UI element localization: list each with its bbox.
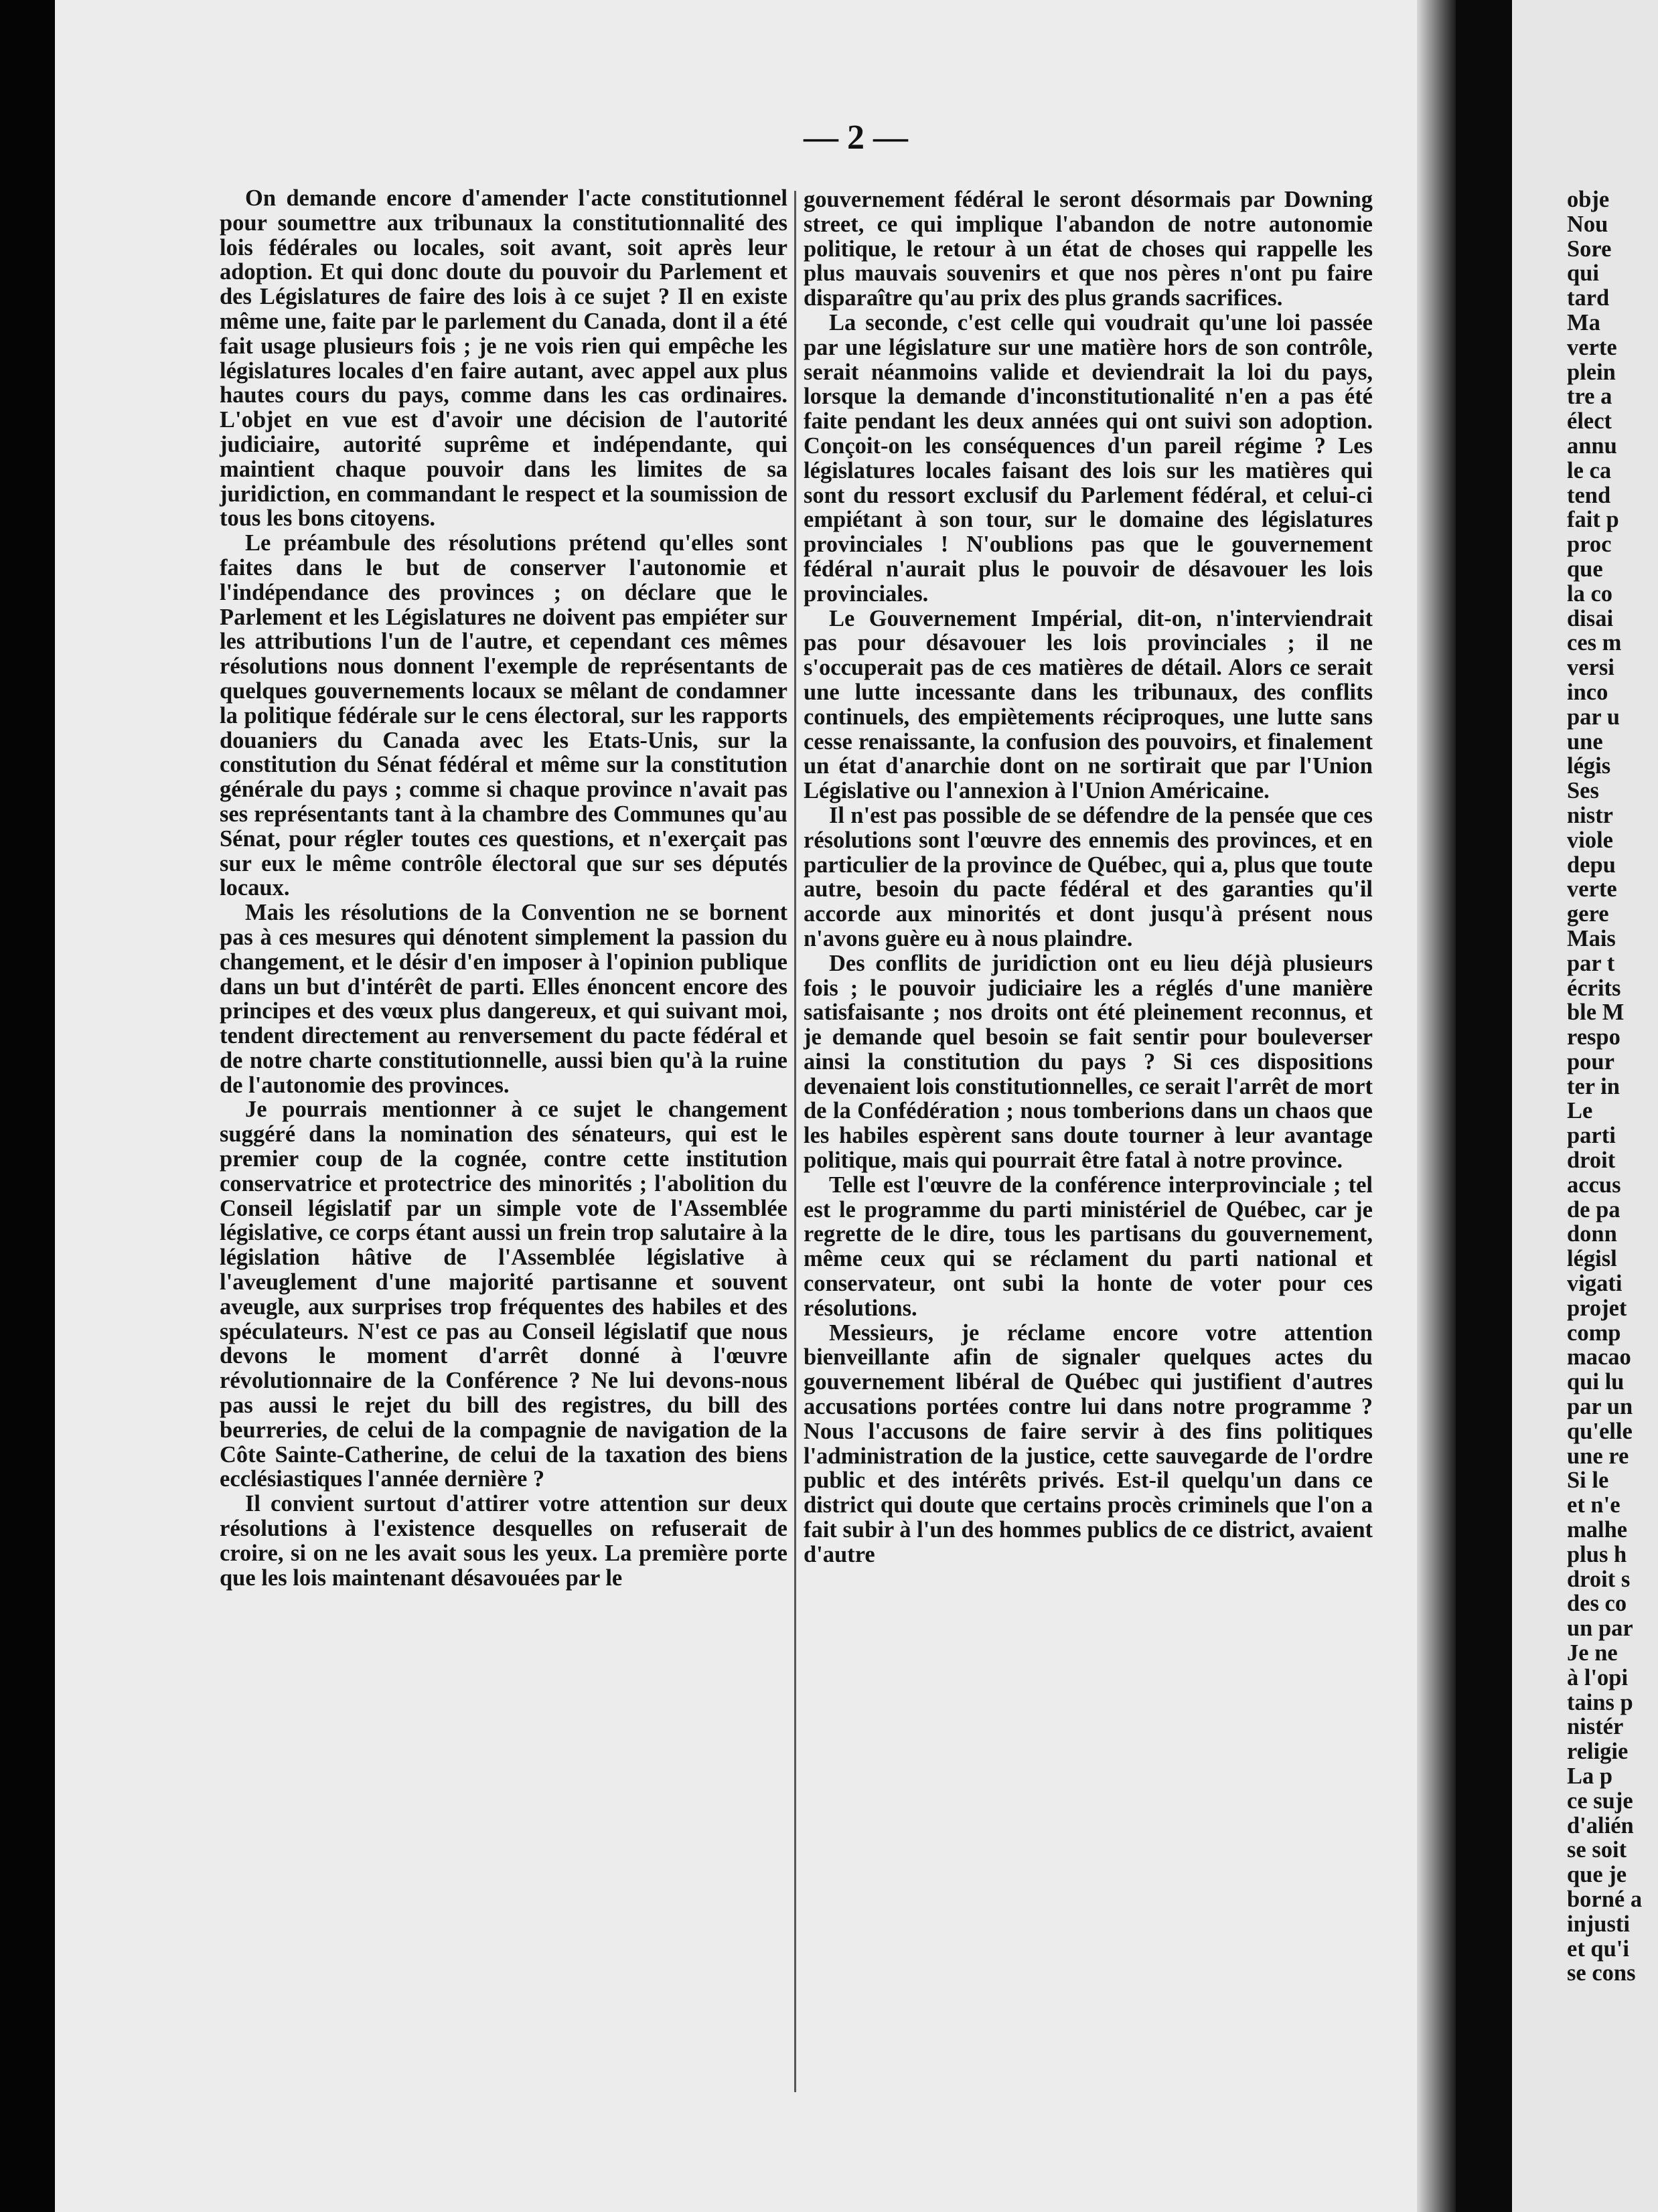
- adjacent-line-fragment: donn: [1567, 1221, 1617, 1247]
- paragraph: Telle est l'œuvre de la conférence interprovinciale ; tel est le programme du parti ministériel de Québec, car je regrette de le dire, tous les partisans du gouvernement, même ceux qui se réclament du parti national et conservateur, ont subi la honte de voter pour ces résolutions.: [804, 1172, 1373, 1321]
- paragraph: Mais les résolutions de la Convention ne se bornent pas à ces mesures qui dénotent simplement la passion du changement, et le désir d'en imposer à l'opinion publique dans un but d'intérêt de parti. Elles énoncent encore des principes et des vœux plus dangereux, et qui suivant moi, tendent directement au renversement du pacte fédéral et de notre charte constitutionnelle, aussi bien qu'à la ruine de l'autonomie des provinces.: [220, 900, 787, 1098]
- page-number: — 2 —: [804, 118, 908, 157]
- adjacent-line-fragment: verte: [1567, 334, 1617, 360]
- adjacent-line-fragment: tend: [1567, 482, 1611, 508]
- adjacent-line-fragment: inco: [1567, 679, 1608, 705]
- adjacent-line-fragment: Mais: [1567, 925, 1616, 951]
- paragraph: La seconde, c'est celle qui voudrait qu'une loi passée par une législature sur une matière hors de son contrôle, serait néanmoins valide et deviendrait la loi du pays, lorsque la demande d'inconstitutionalité n'en a pas été faite pendant les deux années qui ont suivi son adoption. Conçoit-on les conséquences d'un pareil régime ? Les législatures locales faisant des lois sur les matières qui sont du ressort exclusif du Parlement fédéral, et celui-ci empiétant à son tour, sur le domaine des législatures provinciales ! N'oublions pas que le gouvernement fédéral n'aurait plus le pouvoir de désavouer les lois provinciales.: [804, 309, 1373, 607]
- adjacent-line-fragment: légis: [1567, 753, 1611, 779]
- column-divider: [794, 191, 796, 2092]
- adjacent-line-fragment: tains p: [1567, 1689, 1633, 1715]
- adjacent-line-fragment: Je ne: [1567, 1640, 1618, 1666]
- adjacent-line-fragment: plus h: [1567, 1541, 1627, 1567]
- paragraph: Des conflits de juridiction ont eu lieu déjà plusieurs fois ; le pouvoir judiciaire les a réglés d'une manière satisfaisante ; nos droits ont été pleinement reconnus, et je demande quel besoin se fait sentir pour bouleverser ainsi la constitution du pays ? Si ces dispositions devenaient lois constitutionnelles, ce serait l'arrêt de mort de la Confédération ; nous tomberions dans un chaos que les habiles espèrent sans doute tourner à leur avantage politique, mais qui pourrait être fatal à notre province.: [804, 950, 1373, 1174]
- paragraph: Il convient surtout d'attirer votre attention sur deux résolutions à l'existence desquelles on refuserait de croire, si on ne les avait sous les yeux. La première porte que les lois maintenant désavouées par le: [220, 1491, 787, 1591]
- right-text-column: [804, 187, 1373, 1567]
- adjacent-line-fragment: la co: [1567, 580, 1613, 607]
- paragraph: Il n'est pas possible de se défendre de la pensée que ces résolutions sont l'œuvre des ennemis des provinces, et en particulier de la province de Québec, qui a, plus que toute autre, besoin du pacte fédéral et des garanties qu'il accorde aux minorités et dont jusqu'à présent nous n'avons guère eu à nous plaindre.: [804, 802, 1373, 951]
- adjacent-line-fragment: ter in: [1567, 1073, 1620, 1099]
- adjacent-line-fragment: Si le: [1567, 1468, 1609, 1494]
- adjacent-line-fragment: Nou: [1567, 211, 1608, 237]
- adjacent-line-fragment: annu: [1567, 432, 1617, 459]
- adjacent-line-fragment: que je: [1567, 1862, 1627, 1888]
- paragraph: Le Gouvernement Impérial, dit-on, n'interviendrait pas pour désavouer les lois provinciales ; il ne s'occuperait pas de ces matières de détail. Alors ce serait une lutte incessante dans les tribunaux, des conflits continuels, des empiètements réciproques, une lutte sans cesse renaissante, la confusion des pouvoirs, et finalement un état d'anarchie dont on ne sortirait que par l'Union Législative ou l'annexion à l'Union Américaine.: [804, 605, 1373, 804]
- adjacent-line-fragment: tre a: [1567, 384, 1612, 410]
- adjacent-line-fragment: verte: [1567, 876, 1617, 902]
- adjacent-line-fragment: par t: [1567, 950, 1615, 976]
- adjacent-line-fragment: obje: [1567, 187, 1610, 212]
- adjacent-line-fragment: une: [1567, 728, 1603, 755]
- adjacent-line-fragment: qu'elle: [1567, 1418, 1633, 1444]
- adjacent-line-fragment: plein: [1567, 359, 1616, 385]
- paragraph: Le préambule des résolutions prétend qu'elles sont faites dans le but de conserver l'autonomie et l'indépendance des provinces ; on déclare que le Parlement et les Législatures ne doivent pas empiéter sur les attributions l'un de l'autre, et cependant ces mêmes résolutions nous donnent l'exemple de représentants de quelques gouvernements locaux se mêlant de condamner la politique fédérale sur le cens électoral, sur les rapports douaniers du Canada avec les Etats-Unis, sur la constitution du Sénat fédéral et même sur la constitution générale du pays ; comme si chaque province n'avait pas ses représentants tant à la chambre des Communes qu'au Sénat, pour régler toutes ces questions, et n'exerçait pas sur eux le même contrôle électoral que sur ses députés locaux.: [220, 530, 787, 901]
- adjacent-line-fragment: ces m: [1567, 630, 1622, 656]
- adjacent-line-fragment: tard: [1567, 285, 1610, 311]
- left-text-column: [220, 186, 787, 1590]
- adjacent-line-fragment: religie: [1567, 1739, 1629, 1765]
- adjacent-line-fragment: nistr: [1567, 802, 1613, 828]
- adjacent-line-fragment: accus: [1567, 1172, 1621, 1198]
- paragraph: Je pourrais mentionner à ce sujet le changement suggéré dans la nomination des sénateurs, qui est le premier coup de la cognée, contre cette institution conservatrice et protectrice des minorités ; l'abolition du Conseil législatif par un simple vote de l'Assemblée législative, ce corps étant aussi un frein trop salutaire à la législation hâtive de l'Assemblée législative à l'aveuglement d'une majorité partisanne et souvent aveugle, aux surprises trop fréquentes des habiles et des spéculateurs. N'est ce pas au Conseil législatif que nous devons le moment d'arrêt donné à l'œuvre révolutionnaire de la Conférence ? Ne lui devons-nous pas aussi le rejet du bill des registres, du bill des beurreries, de celui de la compagnie de navigation de la Côte Sainte-Catherine, de celui de la taxation des biens ecclésiastiques l'année dernière ?: [220, 1097, 787, 1492]
- adjacent-line-fragment: se soit: [1567, 1837, 1627, 1863]
- adjacent-line-fragment: macao: [1567, 1344, 1631, 1370]
- adjacent-line-fragment: Ma: [1567, 309, 1600, 335]
- adjacent-line-fragment: Le: [1567, 1098, 1593, 1124]
- scan-left-border: [0, 0, 55, 2212]
- adjacent-line-fragment: le ca: [1567, 457, 1612, 483]
- adjacent-line-fragment: projet: [1567, 1295, 1627, 1321]
- adjacent-line-fragment: que: [1567, 556, 1603, 582]
- adjacent-line-fragment: se cons: [1567, 1960, 1636, 1986]
- adjacent-line-fragment: et qu'i: [1567, 1936, 1629, 1962]
- adjacent-line-fragment: viole: [1567, 827, 1613, 853]
- adjacent-line-fragment: Ses: [1567, 778, 1599, 804]
- page-fold-shadow: [1417, 0, 1456, 2212]
- adjacent-line-fragment: parti: [1567, 1123, 1616, 1149]
- adjacent-line-fragment: qui: [1567, 260, 1599, 287]
- adjacent-line-fragment: droit: [1567, 1148, 1616, 1174]
- adjacent-line-fragment: droit s: [1567, 1566, 1631, 1592]
- paragraph: gouvernement fédéral le seront désormais par Downing street, ce qui implique l'abandon de notre autonomie politique, le retour à un état de choses qui rappelle les plus mauvais souvenirs et que nos pères n'ont pu faire disparaître qu'au prix des plus grands sacrifices.: [804, 187, 1373, 311]
- adjacent-line-fragment: ce suje: [1567, 1788, 1633, 1814]
- adjacent-line-fragment: nistér: [1567, 1714, 1624, 1740]
- adjacent-line-fragment: ble M: [1567, 1000, 1625, 1026]
- adjacent-line-fragment: des co: [1567, 1591, 1627, 1617]
- adjacent-line-fragment: qui lu: [1567, 1369, 1625, 1395]
- adjacent-line-fragment: écrits: [1567, 975, 1621, 1001]
- adjacent-line-fragment: Sore: [1567, 236, 1612, 262]
- adjacent-line-fragment: fait p: [1567, 507, 1619, 533]
- adjacent-line-fragment: depu: [1567, 852, 1616, 878]
- adjacent-line-fragment: La p: [1567, 1763, 1613, 1789]
- adjacent-line-fragment: respo: [1567, 1024, 1621, 1050]
- adjacent-line-fragment: élect: [1567, 408, 1612, 434]
- adjacent-line-fragment: pour: [1567, 1048, 1614, 1075]
- adjacent-line-fragment: versi: [1567, 655, 1614, 681]
- adjacent-line-fragment: gere: [1567, 901, 1609, 927]
- adjacent-line-fragment: comp: [1567, 1320, 1621, 1346]
- adjacent-line-fragment: vigati: [1567, 1271, 1623, 1297]
- adjacent-line-fragment: une re: [1567, 1443, 1629, 1469]
- adjacent-line-fragment: injusti: [1567, 1911, 1630, 1937]
- adjacent-line-fragment: un par: [1567, 1615, 1633, 1642]
- adjacent-line-fragment: de pa: [1567, 1196, 1621, 1222]
- adjacent-line-fragment: disai: [1567, 605, 1614, 631]
- adjacent-line-fragment: malhe: [1567, 1517, 1628, 1543]
- adjacent-line-fragment: et n'e: [1567, 1492, 1621, 1518]
- adjacent-page-text: [1567, 187, 1658, 1986]
- adjacent-line-fragment: par un: [1567, 1394, 1633, 1420]
- adjacent-line-fragment: par u: [1567, 704, 1620, 730]
- adjacent-line-fragment: d'alién: [1567, 1812, 1634, 1838]
- paragraph: On demande encore d'amender l'acte constitutionnel pour soumettre aux tribunaux la constitutionnalité des lois fédérales ou locales, soit avant, soit après leur adoption. Et qui donc doute du pouvoir du Parlement et des Législatures de faire des lois à ce sujet ? Il en existe même une, faite par le parlement du Canada, dont il a été fait usage plusieurs fois ; je ne vois rien qui empêche les législatures locales d'en faire autant, avec appel aux plus hautes cours du pays, comme dans les cas ordinaires. L'objet en vue est d'avoir une décision de l'autorité judiciaire, autorité suprême et indépendante, qui maintient chaque pouvoir dans les limites de sa juridiction, en commandant le respect et la soumission de tous les bons citoyens.: [220, 185, 787, 532]
- adjacent-line-fragment: proc: [1567, 532, 1612, 558]
- adjacent-line-fragment: à l'opi: [1567, 1664, 1629, 1690]
- book-gutter: [1456, 0, 1512, 2212]
- adjacent-line-fragment: borné a: [1567, 1886, 1643, 1912]
- adjacent-line-fragment: législ: [1567, 1246, 1617, 1272]
- paragraph: Messieurs, je réclame encore votre attention bienveillante afin de signaler quelques actes du gouvernement libéral de Québec qui justifient d'autres accusations portées contre lui dans notre programme ? Nous l'accusons de faire servir à des fins politiques l'administration de la justice, cette sauvegarde de l'ordre public et des intérêts privés. Est-il quelqu'un dans ce district qui doute que certains procès criminels que l'on a fait subir à l'un des hommes publics de ce district, avaient d'autre: [804, 1320, 1373, 1567]
